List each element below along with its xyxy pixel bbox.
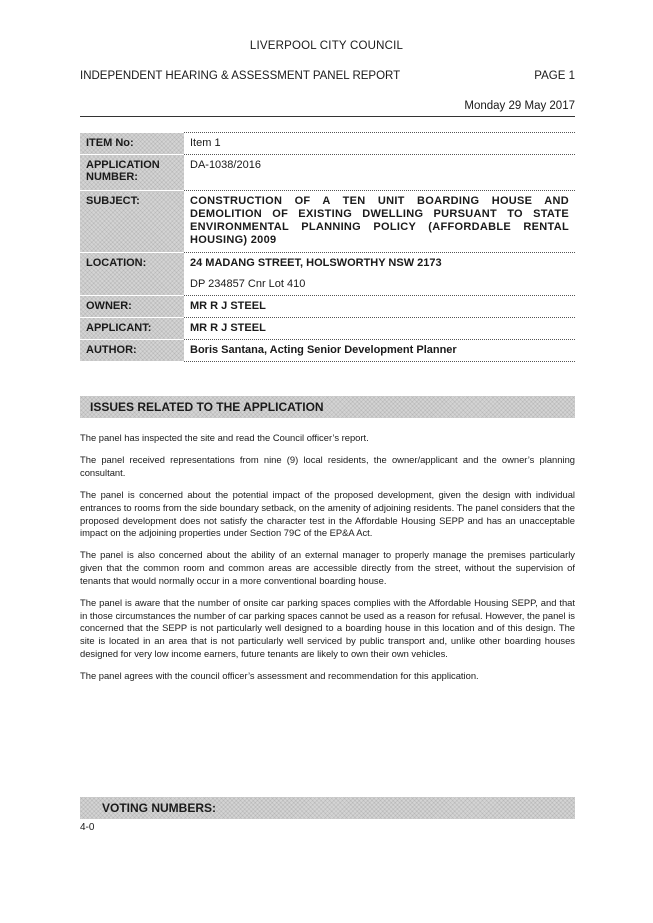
location-label: LOCATION: <box>80 253 184 296</box>
voting-heading: VOTING NUMBERS: <box>102 801 216 815</box>
issues-heading: ISSUES RELATED TO THE APPLICATION <box>90 400 324 414</box>
application-info-table <box>80 132 575 362</box>
owner-value: MR R J STEEL <box>184 296 575 318</box>
voting-result: 4-0 <box>80 822 95 833</box>
subject-row <box>80 191 575 253</box>
item-value: Item 1 <box>184 133 575 155</box>
applicant-value: MR R J STEEL <box>184 318 575 340</box>
report-title: INDEPENDENT HEARING & ASSESSMENT PANEL REPORT <box>80 70 401 82</box>
council-name: LIVERPOOL CITY COUNCIL <box>249 40 404 52</box>
owner-label: OWNER: <box>80 296 184 318</box>
issues-paragraph: The panel received representations from nine (9) local residents, the owner/applicant and the owner’s planning consultant. <box>80 454 575 478</box>
applicant-row <box>80 318 575 340</box>
issues-body <box>80 432 575 692</box>
author-label: AUTHOR: <box>80 340 184 362</box>
application-label: APPLICATION NUMBER: <box>80 155 184 191</box>
author-row <box>80 340 575 362</box>
application-value: DA-1038/2016 <box>184 155 575 191</box>
item-row <box>80 133 575 155</box>
issues-paragraph: The panel is also concerned about the ability of an external manager to properly manage the premises particularly given that the common room and common areas are accessible directly from the street, without the supervision of tenants that would normally occur in a more conventional boarding house. <box>80 549 575 586</box>
report-title-line <box>80 70 575 82</box>
location-row <box>80 253 575 296</box>
application-row <box>80 155 575 191</box>
applicant-label: APPLICANT: <box>80 318 184 340</box>
issues-paragraph: The panel is concerned about the potential impact of the proposed development, given the design with individual entrances to rooms from the side boundary setback, on the amenity of adjoining residents. The panel considers that the proposed development does not satisfy the character test in the Affordable Housing SEPP and has an unacceptable impact on the adjoining properties under Section 79C of the EP&A Act. <box>80 489 575 539</box>
issues-paragraph: The panel has inspected the site and read the Council officer’s report. <box>80 432 369 443</box>
location-value <box>184 253 575 296</box>
item-label: ITEM No: <box>80 133 184 155</box>
meeting-date: Monday 29 May 2017 <box>464 100 575 112</box>
subject-value: CONSTRUCTION OF A TEN UNIT BOARDING HOUSE AND DEMOLITION OF EXISTING DWELLING PURSUANT TO STATE ENVIRONMENTAL PLANNING POLICY (AFFORDABLE RENTAL HOUSING) 2009 <box>184 191 575 253</box>
author-value: Boris Santana, Acting Senior Development Planner <box>184 340 575 362</box>
issues-paragraph: The panel is aware that the number of onsite car parking spaces complies with the Affordable Housing SEPP, and that in those circumstances the number of car parking spaces cannot be used as a reason for refusal. However, the panel is concerned that the SEPP is not particularly well designed to a boarding house in this location and of this design. The site is located in an area that is not particularly well serviced by public transport and, unlike other boarding houses designed for very low income earners, future tenants are likely to own their own vehicles. <box>80 597 575 659</box>
issues-heading-band <box>80 396 575 418</box>
voting-heading-band <box>80 797 575 819</box>
location-address: 24 MADANG STREET, HOLSWORTHY NSW 2173 <box>190 257 442 269</box>
page-number: PAGE 1 <box>534 70 575 82</box>
owner-row <box>80 296 575 318</box>
header-divider <box>80 116 575 117</box>
issues-paragraph: The panel agrees with the council officer’s assessment and recommendation for this application. <box>80 670 479 682</box>
location-lot: DP 234857 Cnr Lot 410 <box>190 278 306 290</box>
subject-label: SUBJECT: <box>80 191 184 253</box>
